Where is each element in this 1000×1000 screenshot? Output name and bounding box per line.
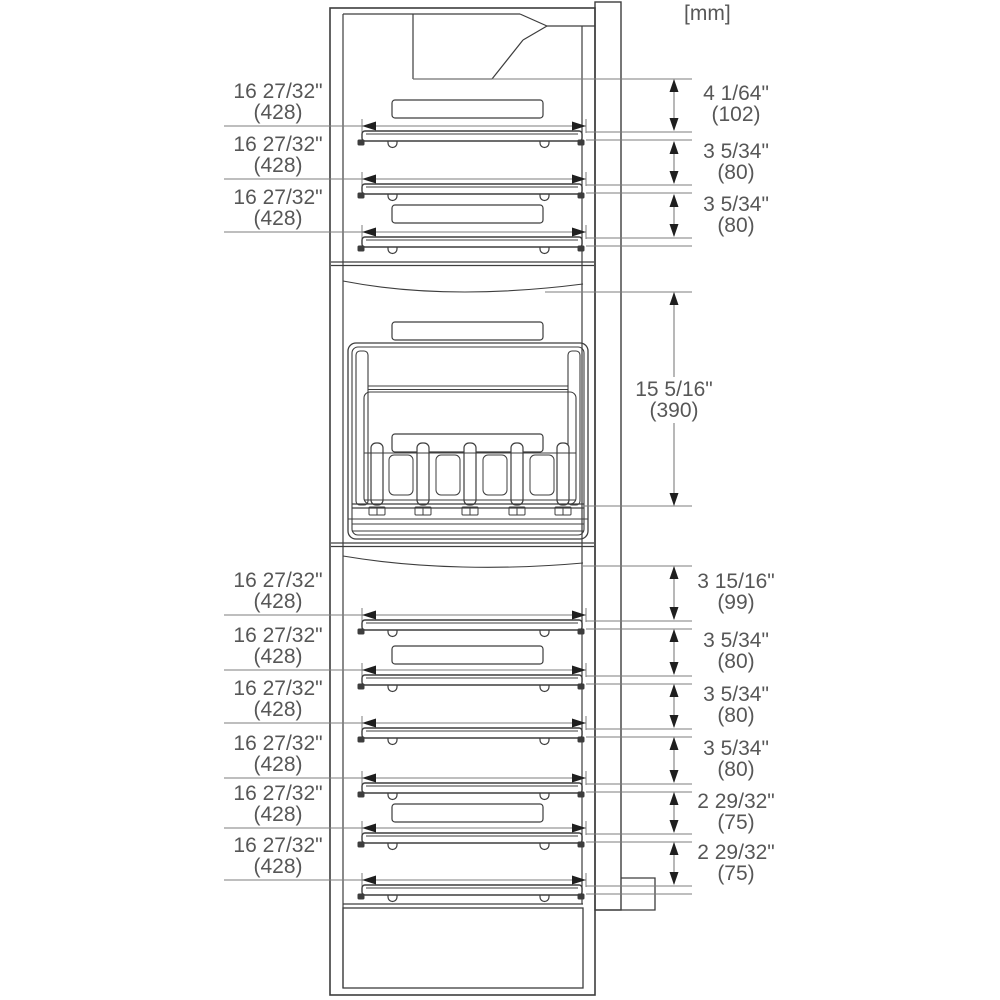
dimension-label-right [686,630,786,672]
dimension-label-left [224,783,332,825]
dim-inches: 3 5/34" [703,737,769,760]
dim-mm: (428) [253,207,303,230]
dim-inches: 3 5/34" [703,192,769,216]
dimension-label-left [224,625,332,667]
dim-inches: 16 27/32" [233,834,323,857]
dim-inches: 4 1/64" [703,82,769,105]
dim-mm: (75) [717,810,755,834]
dim-mm: (80) [717,758,755,781]
dim-mm: (80) [717,160,755,184]
dim-inches: 16 27/32" [233,624,323,647]
dimension-label-right [686,738,786,780]
dim-mm: (428) [253,855,303,878]
dim-inches: 3 5/34" [703,629,769,652]
dimension-label-right [686,571,786,613]
dimension-label-left [224,678,332,720]
dim-mm: (428) [253,154,303,177]
dim-inches: 16 27/32" [233,133,323,156]
dimension-label-left [224,835,332,877]
drawer-rack [348,343,588,539]
dimension-label-right [686,791,786,833]
dim-mm: (428) [253,753,303,776]
dim-inches: 3 5/34" [703,683,769,706]
dim-mm: (428) [253,645,303,668]
dimension-label-right [686,684,786,726]
dim-mm: (428) [253,590,303,613]
unit-note: [mm] [684,2,731,25]
dimension-label-right [686,83,786,125]
dim-inches: 15 5/16" [635,378,713,401]
dim-mm: (80) [717,704,755,727]
dimension-lines [413,79,692,885]
dimension-label-left [224,733,332,775]
dim-mm: (428) [253,803,303,826]
dim-mm: (428) [253,698,303,721]
dimension-label-left [224,134,332,176]
dim-inches: 2 29/32" [697,789,775,813]
dim-mm: (75) [717,861,755,885]
dim-mm: (80) [717,650,755,673]
dim-inches: 2 29/32" [697,840,775,864]
dim-inches: 16 27/32" [233,732,323,755]
dim-mm: (99) [717,591,755,614]
dimension-label-right [686,842,786,884]
dimension-label-left [224,570,332,612]
dim-inches: 16 27/32" [233,677,323,700]
dimension-label-right [624,377,724,423]
dim-inches: 16 27/32" [233,186,323,209]
dim-mm: (390) [649,399,699,422]
dim-inches: 16 27/32" [233,569,323,592]
dim-inches: 16 27/32" [233,782,323,805]
dimension-label-right [686,194,786,236]
dimension-label-left [224,187,332,229]
dim-inches: 16 27/32" [233,80,323,103]
dimension-label-left [224,81,332,123]
dimension-label-right [686,141,786,183]
dim-inches: 3 5/34" [703,139,769,163]
dim-inches: 3 15/16" [697,570,775,593]
dim-mm: (102) [711,103,761,126]
dim-mm: (80) [717,213,755,237]
dim-mm: (428) [253,101,303,124]
